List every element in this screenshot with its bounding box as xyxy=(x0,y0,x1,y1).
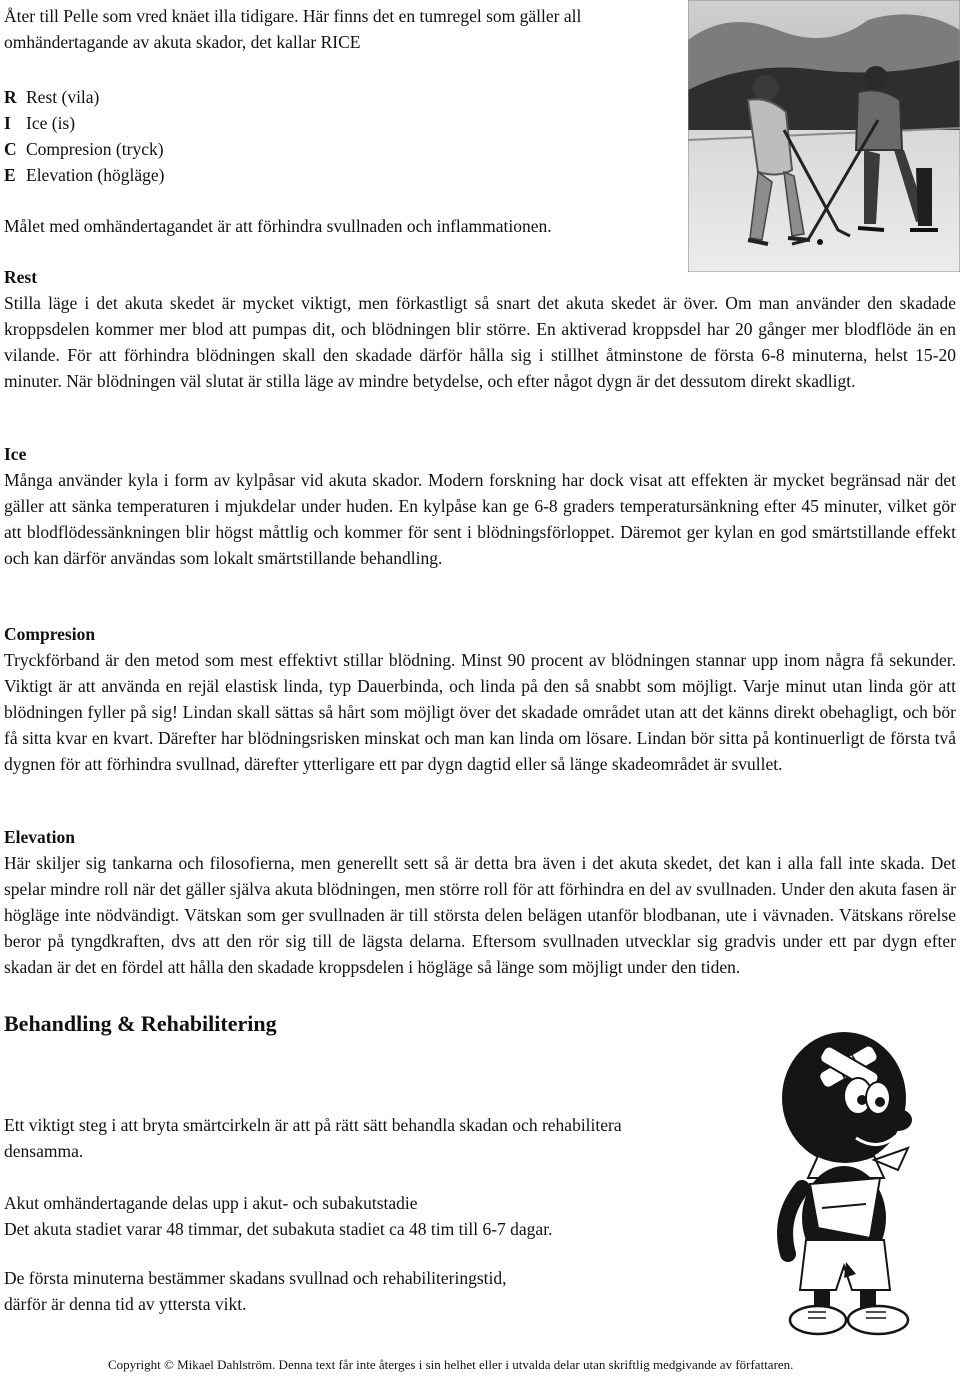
injured-cartoon-illustration xyxy=(748,1028,948,1340)
rehab-paragraph-1 xyxy=(4,1112,764,1164)
intro-paragraph: Åter till Pelle som vred knäet illa tidigare. Här finns det en tumregel som gäller all omhändertagande av akuta skador, det kallar RICE xyxy=(4,6,582,52)
rice-text: Elevation (högläge) xyxy=(26,165,165,185)
rice-item-c xyxy=(4,136,164,162)
rehab-p1-line1: Ett viktigt steg i att bryta smärtcirkeln är att på rätt sätt behandla skadan och rehabilitera xyxy=(4,1115,622,1135)
hockey-drawing xyxy=(688,0,960,272)
section-body-elevation: Här skiljer sig tankarna och filosofierna, men generellt sett så är detta bra även i det akuta skedet, det kan i alla fall inte skada. Det spelar mindre roll när det gäller själva akuta blödningen, men större roll för att förhindra en del av svullnaden. Under den akuta fasen är högläge inte nödvändigt. Vätskan som ger svullnaden är till största delen belägen utanför blodbanan, ute i vävnaden. Vätskans rörelse beror på tyngdkraften, dvs att den rör sig till de lägsta delarna. Eftersom svullnaden utvecklar sig gradvis under ett par dygn efter skadan är det en fördel att hålla den skadade kroppsdelen i högläge så länge som möjligt under den tiden. xyxy=(4,853,956,977)
section-heading-compresion: Compresion xyxy=(4,624,96,644)
rehab-p2-line2: Det akuta stadiet varar 48 timmar, det subakuta stadiet ca 48 tim till 6-7 dagar. xyxy=(4,1219,553,1239)
rice-item-i xyxy=(4,110,75,136)
copyright-notice: Copyright © Mikael Dahlström. Denna text får inte återges i sin helhet eller i utvalda delar utan skriftlig medgivande av författaren. xyxy=(108,1357,794,1372)
rice-letter: C xyxy=(4,139,17,159)
cartoon-drawing xyxy=(748,1028,948,1340)
section-heading-elevation: Elevation xyxy=(4,827,75,847)
rehab-p3-line1: De första minuterna bestämmer skadans svullnad och rehabiliteringstid, xyxy=(4,1268,507,1288)
goal-sentence: Målet med omhändertagandet är att förhindra svullnaden och inflammationen. xyxy=(4,216,552,236)
section-heading-rest: Rest xyxy=(4,267,38,287)
rice-item-e xyxy=(4,162,165,188)
rice-letter: I xyxy=(4,113,11,133)
rice-text: Ice (is) xyxy=(26,113,76,133)
section-heading-ice: Ice xyxy=(4,444,27,464)
rehab-p3-line2: därför är denna tid av yttersta vikt. xyxy=(4,1294,247,1314)
hockey-illustration xyxy=(688,0,960,272)
rehab-p2-line1: Akut omhändertagande delas upp i akut- och subakutstadie xyxy=(4,1193,418,1213)
section-body-ice: Många använder kyla i form av kylpåsar vid akuta skador. Modern forskning har dock visat att effekten är mycket begränsad när det gäller att sänka temperaturen i mjukdelar under huden. En kylpåse kan ge 6-8 graders temperatursänkning efter 45 minuter, vilket gör att blodflödessänkningen blir högst måttlig och kommer för sent i blödningsförloppet. Däremot ger kylan en god smärtstillande effekt och kan därför användas som lokalt smärtstillande behandling. xyxy=(4,470,956,568)
rice-letter: R xyxy=(4,87,17,107)
rice-text: Compresion (tryck) xyxy=(26,139,164,159)
rehab-paragraph-3 xyxy=(4,1265,764,1317)
section-body-rest: Stilla läge i det akuta skedet är mycket viktigt, men förkastligt så snart det akuta skedet är över. Om man använder den skadade kroppsdelen kommer mer blod att pumpas dit, och blödningen blir större. En aktiverad kroppsdel har 20 gånger mer blodflöde än en vilande. För att förhindra blödningen skall den skadade därför hålla sig i stillhet åtminstone de första 6-8 minuterna, helst 15-20 minuter. När blödningen väl slutat är stilla läge av mindre betydelse, och efter något dygn är det dessutom direkt skadligt. xyxy=(4,293,956,391)
rehab-heading: Behandling & Rehabilitering xyxy=(4,1011,277,1036)
rehab-paragraph-2 xyxy=(4,1190,764,1242)
rice-text: Rest (vila) xyxy=(26,87,100,107)
rehab-p1-line2: densamma. xyxy=(4,1141,84,1161)
section-body-compresion: Tryckförband är den metod som mest effektivt stillar blödning. Minst 90 procent av blödningen stannar upp inom några få sekunder. Viktigt är att använda en rejäl elastisk linda, typ Dauerbinda, och linda på den så snabbt som möjligt. Varje minut utan linda gör att blödningen fyller på sig! Lindan skall sättas så hårt som möjligt över det skadade området utan att det känns direkt obehagligt, och bör få sitta kvar en kvart. Därefter har blödningsrisken minskat och man kan linda om lösare. Lindan bör sitta på kontinuerligt de första två dygnen för att förhindra svullnad, därefter ytterligare ett par dygn dagtid eller så länge skadeområdet är svullet. xyxy=(4,650,956,774)
rice-letter: E xyxy=(4,165,16,185)
rice-item-r xyxy=(4,84,99,110)
